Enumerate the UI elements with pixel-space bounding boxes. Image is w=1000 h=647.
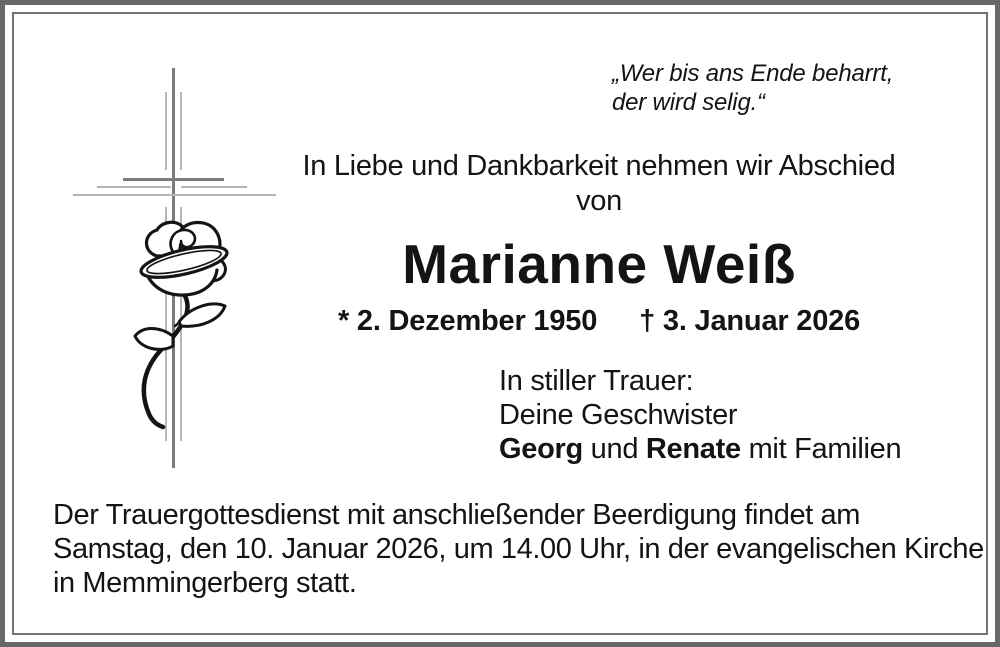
mourners-block [499,364,901,466]
funeral-info [53,498,984,600]
intro-line1: In Liebe und Dankbarkeit nehmen wir Abschied [302,150,896,182]
cross-vertical-light-line [180,92,182,170]
life-dates [210,304,988,338]
mourners-suffix: mit Familien [740,433,902,465]
deceased-name: Marianne Weiß [402,233,796,295]
funeral-line3: in Memmingerberg statt. [53,567,357,599]
mourner-name: Georg [499,433,583,465]
bible-quote-line1: „Wer bis ans Ende beharrt, [612,60,894,87]
intro-line2: von [576,185,622,217]
birth-date: * 2. Dezember 1950 [337,305,598,337]
death-date: † 3. Januar 2026 [639,305,861,337]
mourners-connector: und [582,433,646,465]
cross-vertical-light-line [165,92,167,170]
mourners-line2 [499,432,901,466]
mourners-heading: In stiller Trauer: [499,365,694,397]
funeral-line1: Der Trauergottesdienst mit anschließender Beerdigung findet am [53,499,860,531]
intro-text [210,149,988,219]
mourner-name: Renate [645,433,741,465]
bible-quote-line2: der wird selig.“ [612,89,765,116]
mourners-line1: Deine Geschwister [499,399,738,431]
cross-horizontal-dark-line [123,178,224,181]
funeral-line2: Samstag, den 10. Januar 2026, um 14.00 Uhr, in der evangelischen Kirche [53,533,984,565]
bible-quote [612,59,893,117]
cross-horizontal-light-line [97,186,171,188]
